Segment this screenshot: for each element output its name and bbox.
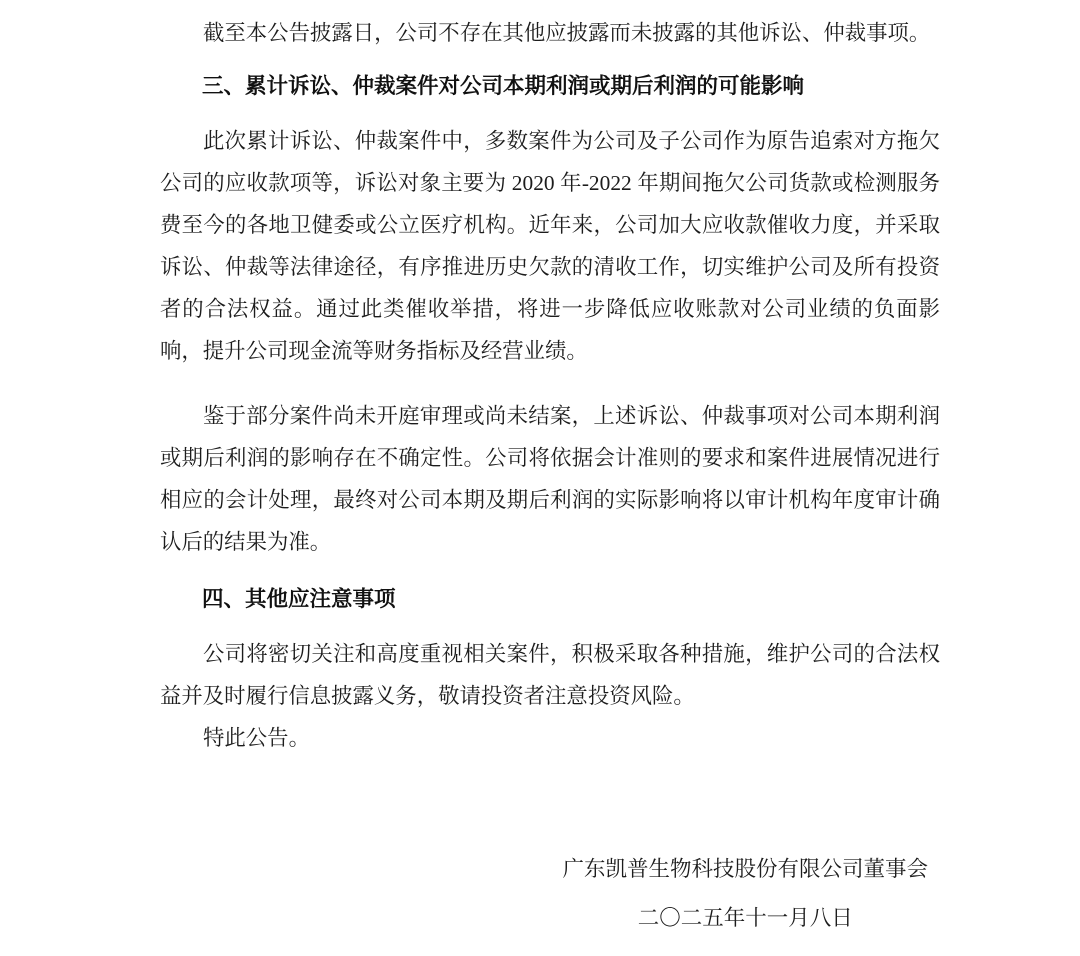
document-content [160, 12, 940, 939]
closing-statement: 特此公告。 [203, 726, 310, 750]
signature-block [562, 848, 928, 939]
lead-paragraph: 截至本公告披露日，公司不存在其他应披露而未披露的其他诉讼、仲裁事项。 [203, 21, 931, 45]
section-three-paragraph-1: 此次累计诉讼、仲裁案件中，多数案件为公司及子公司作为原告追索对方拖欠公司的应收款项等，诉讼对象主要为 2020 年-2022 年期间拖欠公司货款或检测服务费至今的各地卫健委或公立医疗机构。近年来，公司加大应收款催收力度，并采取诉讼、仲裁等法律途径，有序推进历史欠款的清收工作，切实维护公司及所有投资者的合法权益。通过此类催收举措，将进一步降低应收账款对公司业绩的负面影响，提升公司现金流等财务指标及经营业绩。 [160, 129, 940, 363]
signature-company: 广东凯普生物科技股份有限公司董事会 [562, 857, 928, 881]
section-four-paragraph-1: 公司将密切关注和高度重视相关案件，积极采取各种措施，维护公司的合法权益并及时履行信息披露义务，敬请投资者注意投资风险。 [160, 642, 940, 708]
section-four-heading: 四、其他应注意事项 [202, 587, 396, 611]
section-three-paragraph-2: 鉴于部分案件尚未开庭审理或尚未结案，上述诉讼、仲裁事项对公司本期利润或期后利润的影响存在不确定性。公司将依据会计准则的要求和案件进展情况进行相应的会计处理，最终对公司本期及期后利润的实际影响将以审计机构年度审计确认后的结果为准。 [160, 404, 940, 554]
section-three-heading: 三、累计诉讼、仲裁案件对公司本期利润或期后利润的可能影响 [202, 74, 805, 98]
signature-date: 二〇二五年十一月八日 [637, 906, 853, 930]
